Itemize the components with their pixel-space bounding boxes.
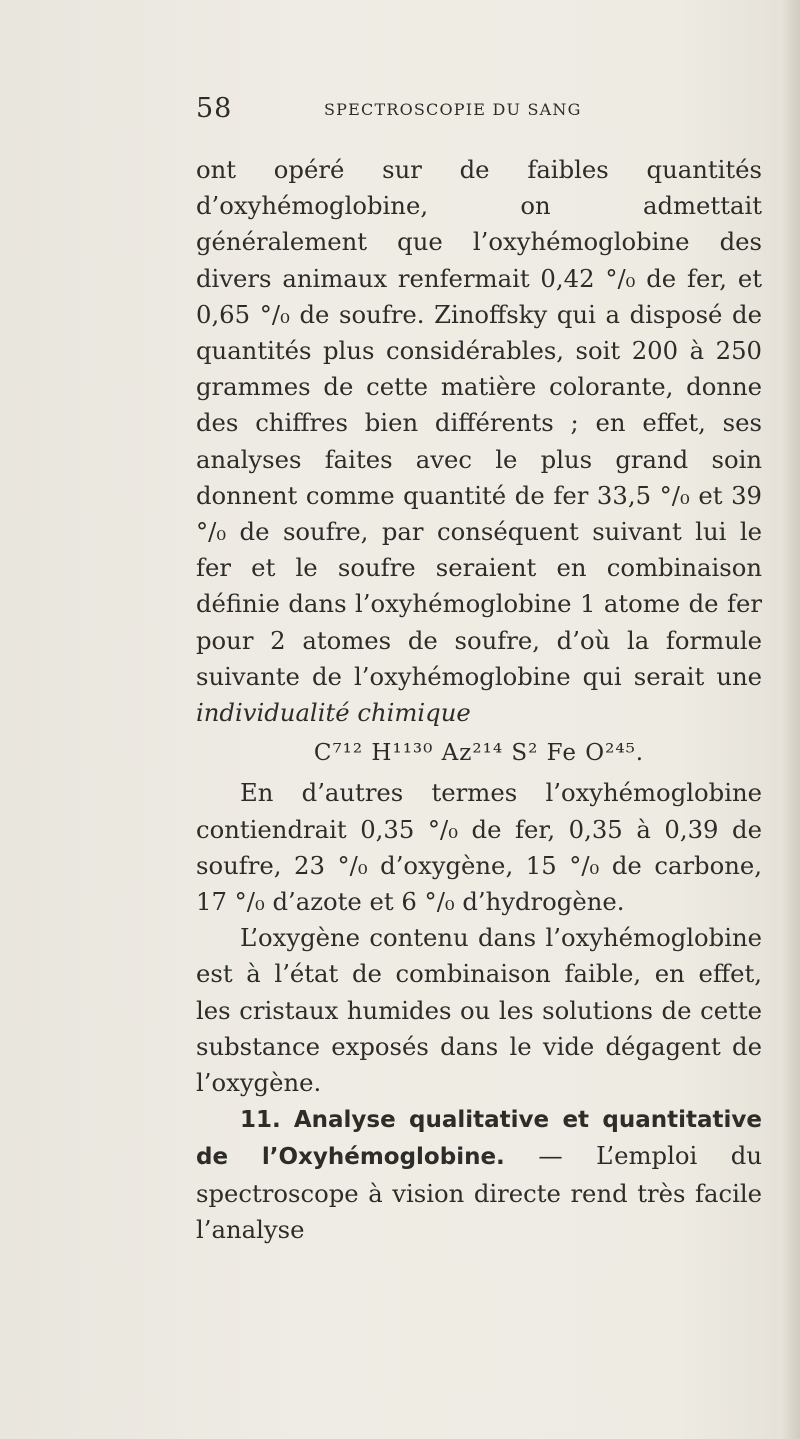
section-paragraph [196, 1101, 762, 1248]
body-text [196, 152, 762, 1248]
page-edge-shadow [782, 0, 800, 1439]
section-title: Analyse qualitative et quantitative de l’Oxyhémoglobine. [196, 1107, 762, 1171]
paragraph-2: En d’autres termes l’oxyhémoglobine contiendrait 0,35 °/₀ de fer, 0,35 à 0,39 de soufre, 23 °/₀ d’oxygène, 15 °/₀ de carbone, 17 °/₀ d’azote et 6 °/₀ d’hydrogène. [196, 778, 762, 917]
paragraph-1 [196, 152, 762, 731]
italic-phrase: individualité chimique [196, 698, 471, 728]
section-text: — L’emploi du spectroscope à vision directe rend très facile l’analyse [196, 1141, 762, 1244]
page-header [196, 93, 756, 133]
page-number: 58 [196, 93, 233, 124]
paragraph-1-text: ont opéré sur de faibles quantités d’oxyhémoglobine, on admettait généralement que l’oxyhémoglobine des divers animaux renfermait 0,42 °/₀ de fer, et 0,65 °/₀ de soufre. Zinoffsky qui a disposé de quantités plus considérables, soit 200 à 250 grammes de cette matière colorante, donne des chiffres bien différents ; en effet, ses analyses faites avec le plus grand soin donnent comme quantité de fer 33,5 °/₀ et 39 °/₀ de soufre, par conséquent suivant lui le fer et le soufre seraient en combinaison définie dans l’oxyhémoglobine 1 atome de fer pour 2 atomes de soufre, d’où la formule suivante de l’oxyhémoglobine qui serait une [196, 155, 762, 691]
paragraph-3: L’oxygène contenu dans l’oxyhémoglobine est à l’état de combinaison faible, en effet, les cristaux humides ou les solutions de cette substance exposés dans le vide dégagent de l’oxygène. [196, 923, 762, 1098]
running-title: SPECTROSCOPIE DU SANG [324, 100, 582, 119]
section-number: 11. [240, 1107, 281, 1134]
chemical-formula: C⁷¹² H¹¹³⁰ Az²¹⁴ S² Fe O²⁴⁵. [313, 740, 645, 767]
